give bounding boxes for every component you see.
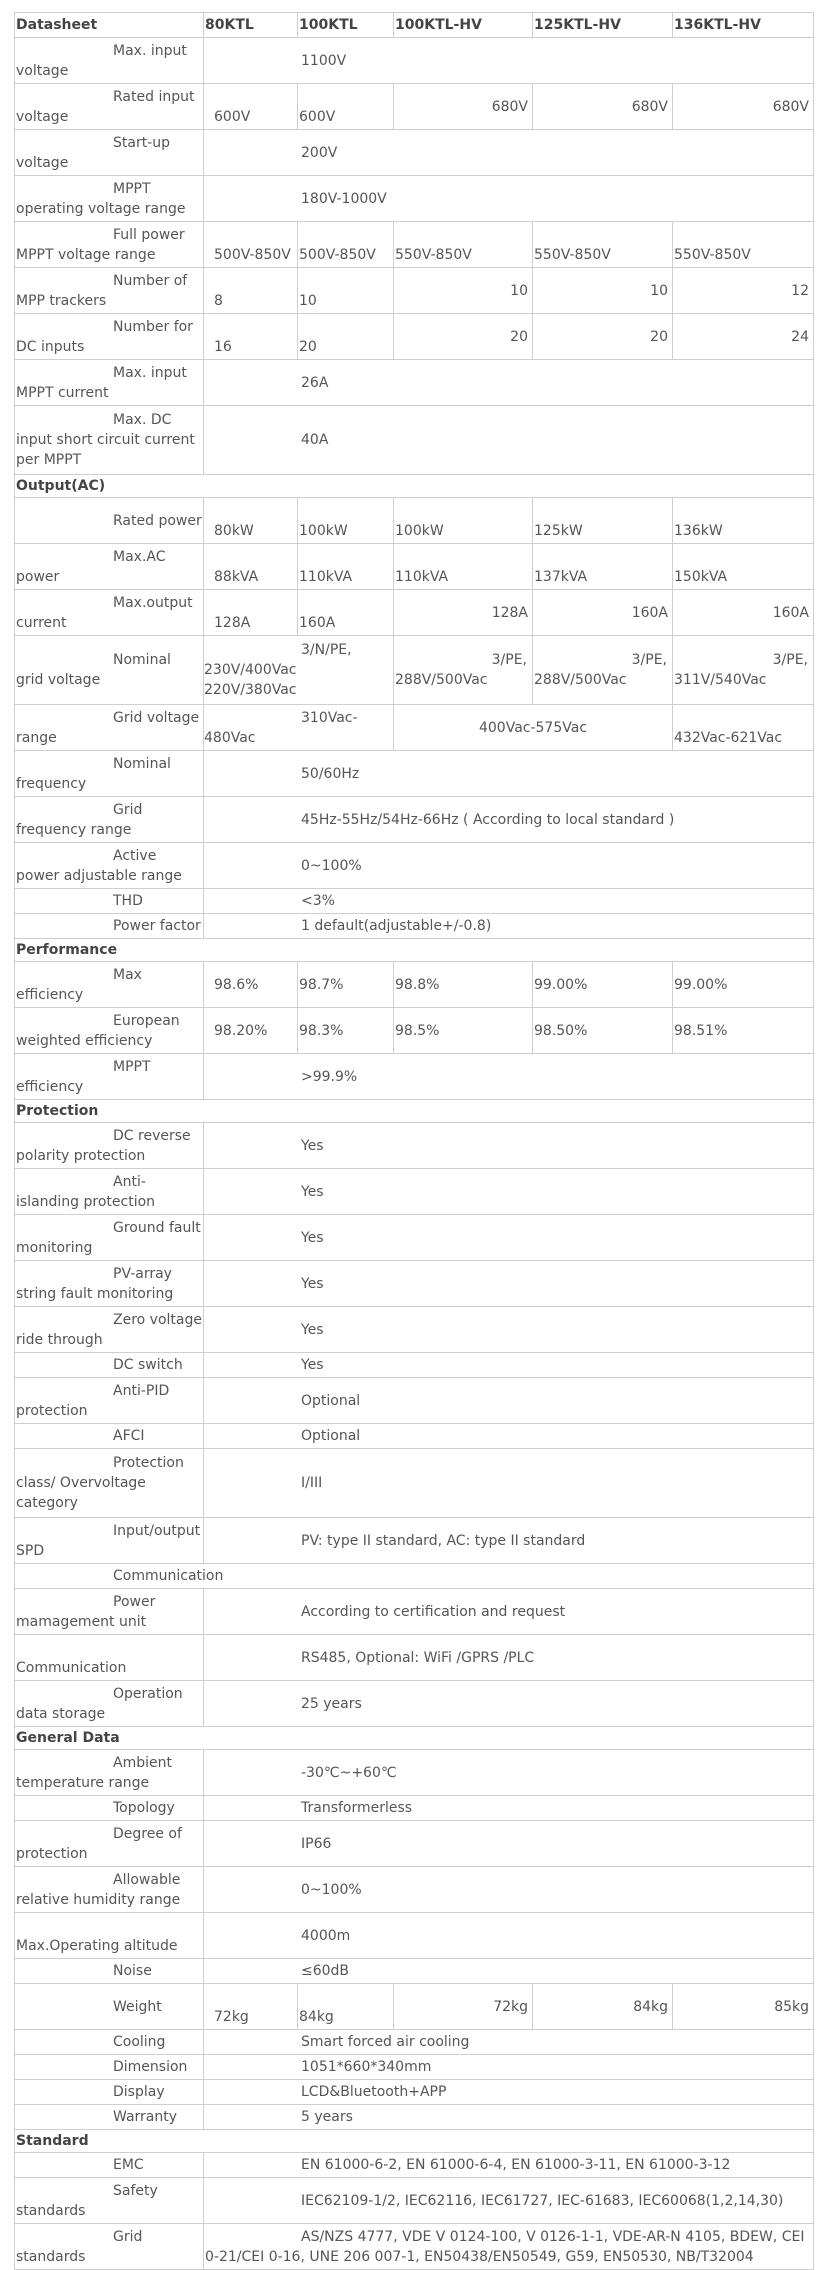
mpp-trackers-label: Number of MPP trackers [16, 272, 188, 309]
table-row [15, 2030, 814, 2055]
max-dc-short-value: 40A [204, 406, 814, 475]
section-row [15, 475, 814, 498]
nominal-grid-voltage-100ktl-hv [394, 636, 533, 705]
grid-voltage-range-merged [204, 705, 394, 751]
rated-input-voltage-136ktl-hv: 680V [673, 84, 814, 130]
nominal-grid-voltage-prefix: 3/PE, [631, 652, 667, 668]
ambient-temp-value: -30℃~+60℃ [204, 1750, 814, 1796]
european-efficiency-125ktl-hv: 98.50% [533, 1008, 673, 1054]
max-dc-short-label: Max. DC input short circuit current per MPPT [16, 412, 195, 468]
max-output-current-125ktl-hv: 160A [533, 590, 673, 636]
table-row [15, 314, 814, 360]
humidity-value: 0~100% [204, 1867, 814, 1913]
table-row [15, 176, 814, 222]
nominal-grid-voltage-prefix: 3/PE, [772, 652, 808, 668]
table-row [15, 1307, 814, 1353]
active-power-label: Active power adjustable range [16, 847, 182, 884]
dc-switch-value: Yes [204, 1353, 814, 1378]
rated-input-voltage-100ktl-hv: 680V [394, 84, 533, 130]
dc-switch-label: DC switch [113, 1357, 183, 1373]
table-row [15, 1589, 814, 1635]
afci-label: AFCI [113, 1428, 145, 1444]
table-row [15, 889, 814, 914]
table-row [15, 1518, 814, 1564]
nominal-grid-voltage-label: Nominal grid voltage [16, 652, 171, 688]
humidity-label: Allowable relative humidity range [16, 1871, 181, 1908]
rated-power-label: Rated power [113, 512, 202, 529]
header-100ktl: 100KTL [298, 13, 394, 38]
table-row [15, 2080, 814, 2105]
rated-power-100ktl: 100kW [298, 498, 394, 544]
grid-voltage-range-line1: 310Vac- [301, 709, 358, 726]
altitude-value: 4000m [204, 1913, 814, 1959]
row-label [15, 38, 204, 84]
anti-islanding-label: Anti-islanding protection [16, 1173, 156, 1210]
full-power-mppt-136ktl-hv: 550V-850V [673, 222, 814, 268]
max-efficiency-100ktl: 98.7% [298, 962, 394, 1008]
warranty-label: Warranty [113, 2109, 178, 2125]
nominal-grid-voltage-line1: 3/N/PE, [301, 642, 352, 658]
header-136ktl-hv: 136KTL-HV [673, 13, 814, 38]
weight-100ktl-hv: 72kg [394, 1984, 533, 2030]
table-row [15, 590, 814, 636]
protection-class-label: Protection class/ Overvoltage category [16, 1455, 184, 1511]
table-row [15, 843, 814, 889]
table-row [15, 751, 814, 797]
table-row [15, 130, 814, 176]
spd-value: PV: type II standard, AC: type II standard [204, 1518, 814, 1564]
header-80ktl: 80KTL [204, 13, 298, 38]
table-row [15, 705, 814, 751]
emc-label: EMC [113, 2157, 144, 2173]
section-row [15, 1100, 814, 1123]
max-output-current-100ktl-hv: 128A [394, 590, 533, 636]
full-power-mppt-label: Full power MPPT voltage range [16, 226, 185, 263]
communication-label: Communication [15, 1635, 204, 1681]
nominal-grid-voltage-value: 288V/500Vac [534, 672, 627, 688]
power-mgmt-value: According to certification and request [204, 1589, 814, 1635]
anti-pid-value: Optional [204, 1378, 814, 1424]
grid-frequency-range-value: 45Hz-55Hz/54Hz-66Hz ( According to local standard ) [204, 797, 814, 843]
table-row [15, 1449, 814, 1518]
display-value: LCD&Bluetooth+APP [204, 2080, 814, 2105]
table-row [15, 1635, 814, 1681]
table-row [15, 1261, 814, 1307]
anti-islanding-value: Yes [204, 1169, 814, 1215]
mpp-trackers-136ktl-hv: 12 [673, 268, 814, 314]
max-output-current-100ktl: 160A [298, 590, 394, 636]
section-performance: Performance [15, 939, 814, 962]
rated-power-125ktl-hv: 125kW [533, 498, 673, 544]
nominal-grid-voltage-value: 288V/500Vac [395, 672, 488, 688]
cooling-label: Cooling [113, 2034, 166, 2050]
ground-fault-value: Yes [204, 1215, 814, 1261]
max-input-voltage-value: 1100V [204, 38, 814, 84]
max-ac-power-100ktl: 110kVA [298, 544, 394, 590]
grid-voltage-range-hv: 400Vac-575Vac [394, 705, 673, 751]
table-row [15, 1913, 814, 1959]
table-row [15, 1353, 814, 1378]
table-row [15, 1123, 814, 1169]
full-power-mppt-80ktl: 500V-850V [204, 222, 298, 268]
header-100ktl-hv: 100KTL-HV [394, 13, 533, 38]
table-row [15, 1867, 814, 1913]
full-power-mppt-100ktl-hv: 550V-850V [394, 222, 533, 268]
grid-voltage-range-line2: 480Vac [204, 729, 256, 746]
dc-inputs-136ktl-hv: 24 [673, 314, 814, 360]
startup-voltage-value: 200V [204, 130, 814, 176]
table-row [15, 1008, 814, 1054]
table-row [15, 2153, 814, 2178]
max-output-current-136ktl-hv: 160A [673, 590, 814, 636]
degree-protection-value: IP66 [204, 1821, 814, 1867]
max-output-current-80ktl: 128A [204, 590, 298, 636]
startup-voltage-label: Start-up voltage [16, 134, 171, 171]
table-row [15, 2055, 814, 2080]
weight-136ktl-hv: 85kg [673, 1984, 814, 2030]
table-row [15, 1959, 814, 1984]
dc-inputs-100ktl-hv: 20 [394, 314, 533, 360]
section-row [15, 939, 814, 962]
grid-voltage-range-label: Grid voltage range [16, 709, 200, 746]
rated-power-100ktl-hv: 100kW [394, 498, 533, 544]
header-row [15, 13, 814, 38]
dimension-label: Dimension [113, 2059, 188, 2075]
pv-array-label: PV-array string fault monitoring [16, 1265, 174, 1302]
ground-fault-label: Ground fault monitoring [16, 1219, 201, 1256]
table-row [15, 268, 814, 314]
table-row [15, 1750, 814, 1796]
grid-frequency-range-label: Grid frequency range [16, 801, 143, 838]
warranty-value: 5 years [204, 2105, 814, 2130]
max-input-current-value: 26A [204, 360, 814, 406]
european-efficiency-100ktl: 98.3% [298, 1008, 394, 1054]
weight-80ktl: 72kg [204, 1984, 298, 2030]
grid-standards-value: AS/NZS 4777, VDE V 0124-100, V 0126-1-1, VDE-AR-N 4105, BDEW, CEI 0-21/CEI 0-16, UNE 206 007-1, EN50438/EN50549, G59, EN50530, NB/T32004 [204, 2224, 814, 2270]
weight-100ktl: 84kg [298, 1984, 394, 2030]
table-row [15, 1821, 814, 1867]
safety-value: IEC62109-1/2, IEC62116, IEC61727, IEC-61683, IEC60068(1,2,14,30) [204, 2178, 814, 2224]
mppt-range-value: 180V-1000V [204, 176, 814, 222]
table-row [15, 360, 814, 406]
anti-pid-label: Anti-PID protection [16, 1382, 170, 1419]
data-storage-label: Operation data storage [16, 1685, 183, 1722]
max-ac-power-label: Max.AC power [16, 548, 166, 585]
altitude-label: Max.Operating altitude [15, 1913, 204, 1959]
table-row [15, 1378, 814, 1424]
mpp-trackers-125ktl-hv: 10 [533, 268, 673, 314]
rated-input-voltage-80ktl: 600V [204, 84, 298, 130]
mppt-efficiency-value: >99.9% [204, 1054, 814, 1100]
topology-label: Topology [113, 1800, 175, 1816]
rated-input-voltage-label: Rated input voltage [16, 88, 195, 125]
dc-reverse-label: DC reverse polarity protection [16, 1127, 191, 1164]
power-mgmt-label: Power mamagement unit [16, 1593, 156, 1630]
section-output: Output(AC) [15, 475, 814, 498]
dc-inputs-100ktl: 20 [298, 314, 394, 360]
spd-label: Input/output SPD [16, 1522, 201, 1559]
power-factor-label: Power factor [113, 918, 201, 934]
table-row [15, 1215, 814, 1261]
cooling-value: Smart forced air cooling [204, 2030, 814, 2055]
grid-voltage-range-136ktl-hv: 432Vac-621Vac [673, 705, 814, 751]
rated-power-136ktl-hv: 136kW [673, 498, 814, 544]
dc-inputs-label: Number for DC inputs [16, 318, 193, 355]
full-power-mppt-125ktl-hv: 550V-850V [533, 222, 673, 268]
max-ac-power-125ktl-hv: 137kVA [533, 544, 673, 590]
nominal-grid-voltage-merged [204, 636, 394, 705]
weight-label: Weight [113, 1998, 162, 2015]
thd-label: THD [113, 893, 143, 909]
nominal-grid-voltage-prefix: 3/PE, [491, 652, 527, 668]
european-efficiency-label: European weighted efficiency [16, 1012, 180, 1049]
table-row [15, 962, 814, 1008]
table-row [15, 222, 814, 268]
max-efficiency-125ktl-hv: 99.00% [533, 962, 673, 1008]
table-row [15, 1796, 814, 1821]
table-row [15, 1564, 814, 1589]
noise-label: Noise [113, 1963, 152, 1979]
nominal-frequency-value: 50/60Hz [204, 751, 814, 797]
mpp-trackers-80ktl: 8 [204, 268, 298, 314]
header-125ktl-hv: 125KTL-HV [533, 13, 673, 38]
european-efficiency-136ktl-hv: 98.51% [673, 1008, 814, 1054]
section-protection: Protection [15, 1100, 814, 1123]
zero-voltage-label: Zero voltage ride through [16, 1311, 202, 1348]
table-row [15, 544, 814, 590]
afci-value: Optional [204, 1424, 814, 1449]
mppt-efficiency-label: MPPT efficiency [16, 1058, 151, 1095]
max-input-voltage-label: Max. input voltage [16, 42, 187, 79]
table-row [15, 1169, 814, 1215]
communication-value: RS485, Optional: WiFi /GPRS /PLC [204, 1635, 814, 1681]
protection-class-value: I/III [204, 1449, 814, 1518]
rated-input-voltage-100ktl: 600V [298, 84, 394, 130]
table-row [15, 2178, 814, 2224]
dc-inputs-125ktl-hv: 20 [533, 314, 673, 360]
dc-inputs-80ktl: 16 [204, 314, 298, 360]
section-standard: Standard [15, 2130, 814, 2153]
max-efficiency-label: Max efficiency [16, 966, 142, 1003]
nominal-grid-voltage-136ktl-hv [673, 636, 814, 705]
grid-standards-label: Grid standards [16, 2228, 143, 2265]
table-row [15, 797, 814, 843]
nominal-grid-voltage-line3: 220V/380Vac [204, 682, 297, 698]
rated-input-voltage-125ktl-hv: 680V [533, 84, 673, 130]
table-row [15, 498, 814, 544]
table-row [15, 2105, 814, 2130]
nominal-grid-voltage-value: 311V/540Vac [674, 672, 767, 688]
dimension-value: 1051*660*340mm [204, 2055, 814, 2080]
mppt-range-label: MPPT operating voltage range [16, 180, 186, 217]
topology-value: Transformerless [204, 1796, 814, 1821]
weight-125ktl-hv: 84kg [533, 1984, 673, 2030]
thd-value: <3% [204, 889, 814, 914]
rated-power-80ktl: 80kW [204, 498, 298, 544]
data-storage-value: 25 years [204, 1681, 814, 1727]
table-row [15, 38, 814, 84]
safety-label: Safety standards [16, 2182, 158, 2219]
table-row [15, 2224, 814, 2270]
noise-value: ≤60dB [204, 1959, 814, 1984]
communication-heading: Communication [113, 1568, 224, 1584]
mpp-trackers-100ktl-hv: 10 [394, 268, 533, 314]
ambient-temp-label: Ambient temperature range [16, 1754, 172, 1791]
dc-reverse-value: Yes [204, 1123, 814, 1169]
table-row [15, 914, 814, 939]
power-factor-value: 1 default(adjustable+/-0.8) [204, 914, 814, 939]
full-power-mppt-100ktl: 500V-850V [298, 222, 394, 268]
nominal-frequency-label: Nominal frequency [16, 755, 171, 792]
section-general: General Data [15, 1727, 814, 1750]
european-efficiency-100ktl-hv: 98.5% [394, 1008, 533, 1054]
max-input-current-label: Max. input MPPT current [16, 364, 187, 401]
table-row [15, 1054, 814, 1100]
emc-value: EN 61000-6-2, EN 61000-6-4, EN 61000-3-11, EN 61000-3-12 [204, 2153, 814, 2178]
active-power-value: 0~100% [204, 843, 814, 889]
table-row [15, 636, 814, 705]
nominal-grid-voltage-line2: 230V/400Vac [204, 662, 297, 678]
max-efficiency-80ktl: 98.6% [204, 962, 298, 1008]
max-ac-power-136ktl-hv: 150kVA [673, 544, 814, 590]
max-efficiency-100ktl-hv: 98.8% [394, 962, 533, 1008]
table-row [15, 1424, 814, 1449]
max-ac-power-80ktl: 88kVA [204, 544, 298, 590]
max-efficiency-136ktl-hv: 99.00% [673, 962, 814, 1008]
table-row [15, 84, 814, 130]
datasheet-table [14, 12, 814, 2270]
table-row [15, 1681, 814, 1727]
european-efficiency-80ktl: 98.20% [204, 1008, 298, 1054]
max-ac-power-100ktl-hv: 110kVA [394, 544, 533, 590]
degree-protection-label: Degree of protection [16, 1825, 182, 1862]
mpp-trackers-100ktl: 10 [298, 268, 394, 314]
display-label: Display [113, 2084, 165, 2100]
max-output-current-label: Max.output current [16, 594, 193, 631]
pv-array-value: Yes [204, 1261, 814, 1307]
section-row [15, 1727, 814, 1750]
zero-voltage-value: Yes [204, 1307, 814, 1353]
section-row [15, 2130, 814, 2153]
table-row [15, 1984, 814, 2030]
header-datasheet: Datasheet [15, 13, 204, 38]
nominal-grid-voltage-125ktl-hv [533, 636, 673, 705]
table-row [15, 406, 814, 475]
